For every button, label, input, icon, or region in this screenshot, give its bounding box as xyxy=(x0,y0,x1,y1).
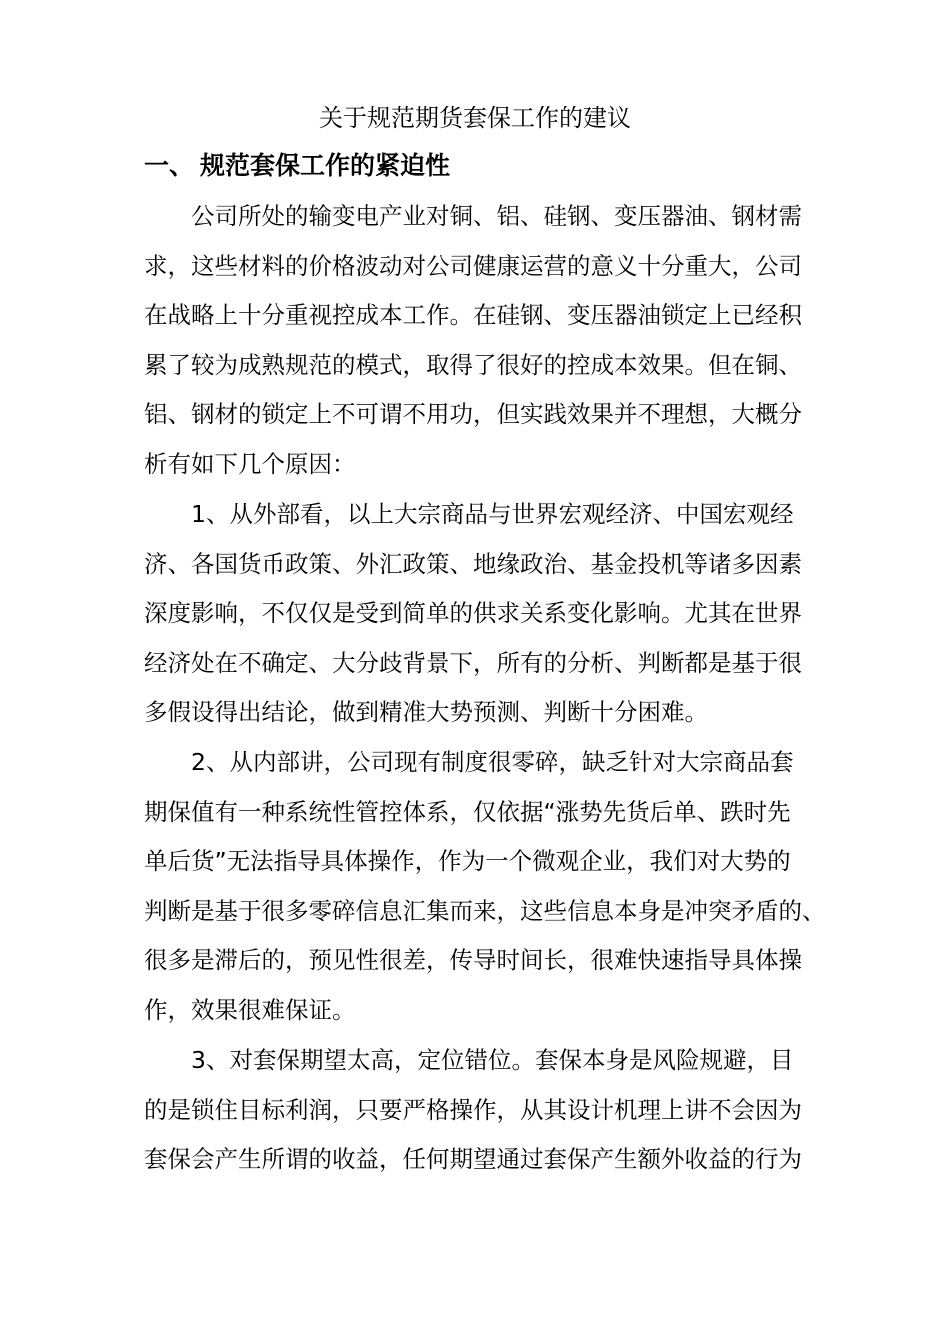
paragraph-line: 2、从内部讲，公司现有制度很零碎，缺乏针对大宗商品套 xyxy=(191,748,794,776)
paragraph-line: 多假设得出结论，做到精准大势预测、判断十分困难。 xyxy=(144,698,708,727)
paragraph-line: 的是锁住目标利润，只要严格操作，从其设计机理上讲不会因为 xyxy=(144,1095,802,1124)
paragraph-line: 作，效果很难保证。 xyxy=(144,995,356,1024)
paragraph-line: 3、对套保期望太高，定位错位。套保本身是风险规避，目 xyxy=(191,1046,794,1074)
paragraph-line: 深度影响，不仅仅是受到简单的供求关系变化影响。尤其在世界 xyxy=(144,599,802,628)
paragraph-line: 期保值有一种系统性管控体系，仅依据“涨势先货后单、跌时先 xyxy=(144,797,791,826)
paragraph-line: 很多是滞后的，预见性很差，传导时间长，很难快速指导具体操 xyxy=(144,946,802,975)
paragraph-line: 套保会产生所谓的收益，任何期望通过套保产生额外收益的行为 xyxy=(144,1145,802,1174)
paragraph-reason-1 xyxy=(144,490,820,738)
paragraph-line: 济、各国货币政策、外汇政策、地缘政治、基金投机等诸多因素 xyxy=(144,549,802,578)
paragraph-line: 公司所处的输变电产业对铜、铝、硅钢、变压器油、钢材需 xyxy=(191,202,802,230)
paragraph-reason-3 xyxy=(144,1036,820,1185)
paragraph-line: 单后货”无法指导具体操作，作为一个微观企业，我们对大势的 xyxy=(144,847,791,876)
paragraph-line: 铝、钢材的锁定上不可谓不用功，但实践效果并不理想，大概分 xyxy=(144,400,802,429)
paragraph-line: 1、从外部看，以上大宗商品与世界宏观经济、中国宏观经 xyxy=(191,500,794,528)
section-heading-text: 规范套保工作的紧迫性 xyxy=(200,151,451,180)
paragraph-line: 经济处在不确定、大分歧背景下，所有的分析、判断都是基于很 xyxy=(144,648,802,677)
paragraph-line: 求，这些材料的价格波动对公司健康运营的意义十分重大，公司 xyxy=(144,251,802,280)
section-heading xyxy=(144,146,824,186)
document-title: 关于规范期货套保工作的建议 xyxy=(319,104,631,132)
paragraph-line: 析有如下几个原因： xyxy=(144,449,356,478)
paragraph-reason-2 xyxy=(144,738,826,1036)
section-number: 一、 xyxy=(144,151,195,180)
paragraph-line: 累了较为成熟规范的模式，取得了很好的控成本效果。但在铜、 xyxy=(144,350,802,379)
paragraph-line: 判断是基于很多零碎信息汇集而来，这些信息本身是冲突矛盾的、 xyxy=(144,896,826,925)
paragraph-intro xyxy=(144,192,820,490)
paragraph-line: 在战略上十分重视控成本工作。在硅钢、变压器油锁定上已经积 xyxy=(144,301,802,330)
